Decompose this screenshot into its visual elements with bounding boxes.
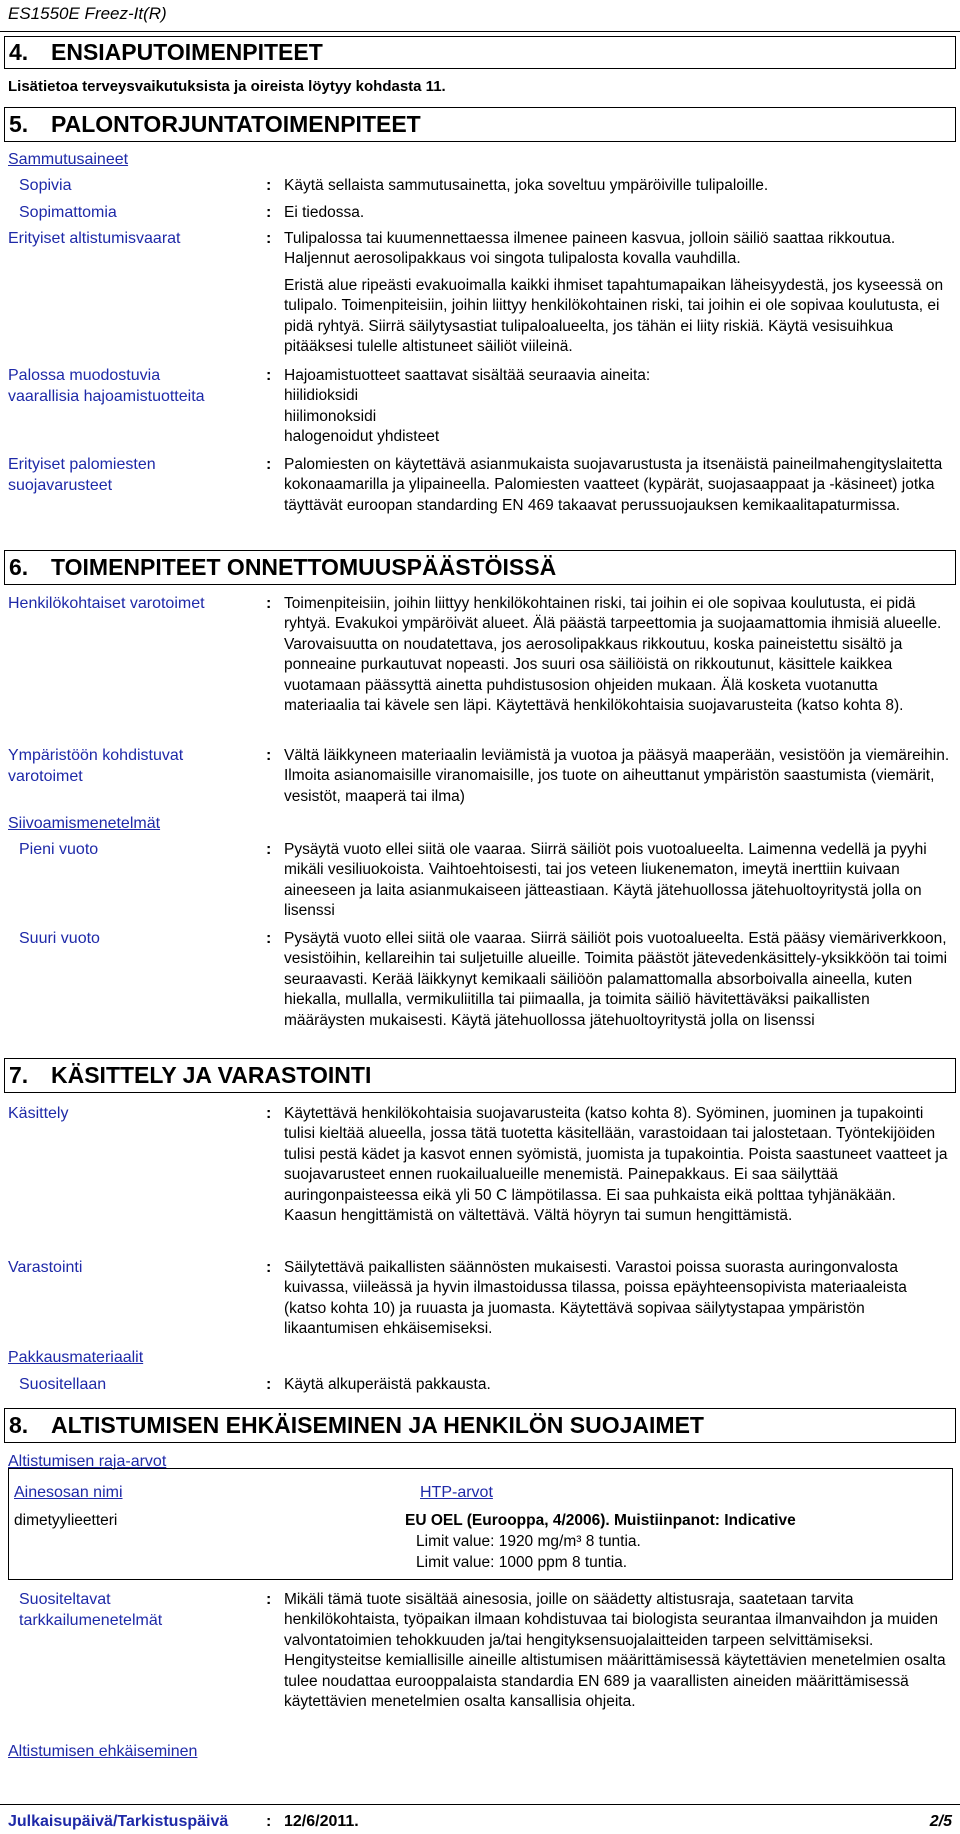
document-title: ES1550E Freez-It(R) (8, 4, 167, 23)
section-number: 4. (9, 39, 29, 65)
decomposition-item: hiilimonoksidi (284, 407, 377, 425)
storage-label: Varastointi (8, 1259, 83, 1276)
monitoring-procedures-value: Mikäli tämä tuote sisältää ainesosia, joille on säädetty altistusraja, saatetaan tarvita henkilökohtaista, työpaikan ilmaan kohdistuvaa tai biologista seurantaa ilmanvaihdon ja muiden valvontatoimien tehokkuuden ja/tai hengityksensuojalaitteiden tarpeen selvittämiseksi. Hengitysteitse kemiallisille aineille altistumisen määrittämisessä käytettävien menetelmien osalta tulee noudattaa eurooppalaista standardia EN 689 ja vaarallisten aineiden määrittämisessä käytettävien menetelmien osalta kansallisia ohjeita. (284, 1591, 946, 1711)
label-line: varotoimet (8, 768, 83, 785)
decomposition-intro: Hajoamistuotteet saattavat sisältää seuraavia aineita: (284, 367, 651, 384)
exposure-limits-table (8, 1468, 953, 1580)
label-line: Ympäristöön kohdistuvat (8, 747, 184, 764)
large-spill-value: Pysäytä vuoto ellei siitä ole vaaraa. Siirrä säiliöt pois vuotoalueelta. Estä pääsy viemäriverkkoon, vesistöihin, kellareihin tai suljetuille alueille. Toimita päästöt jätevedenkäsittely-yksikköön tai toimi seuraavasti. Kerää läikkynyt kemikaali säiliöön palamattomalla absorboivalla aineella, kuten hiekalla, mullalla, vermikuliitilla tai piimaalla, ja toimita säiliö hävitettäväksi paikallisten määräysten mukaisesti. Käytä jätehuollossa jätehuoltoyritystä jolla on lisenssi (284, 930, 948, 1029)
large-spill-label: Suuri vuoto (19, 930, 100, 947)
section-title: TOIMENPITEET ONNETTOMUUSPÄÄSTÖISSÄ (51, 554, 557, 580)
field-colon: : (266, 367, 272, 384)
small-spill-label: Pieni vuoto (19, 841, 99, 858)
page-number: 2/5 (929, 1813, 952, 1830)
exposure-limits-heading: Altistumisen raja-arvot (8, 1453, 167, 1470)
firefighter-equipment-value: Palomiesten on käytettävä asianmukaista suojavarustusta ja itsenäistä paineilmahengityslaitetta kokonaamarilla ja ylipaineella. Palomiesten vaatteet (kypärät, suojasaappaat ja -käsineet) jotka täyttävät euroopan standarding EN 469 takaavat perussuojauksen kemikaalitapaturmissa. (284, 456, 943, 514)
section-title: KÄSITTELY JA VARASTOINTI (51, 1062, 372, 1088)
special-hazards-label: Erityiset altistumisvaarat (8, 230, 181, 247)
exposure-controls-heading: Altistumisen ehkäiseminen (8, 1743, 198, 1760)
section-4-note: Lisätietoa terveysvaikutuksista ja oireista löytyy kohdasta 11. (8, 78, 446, 95)
section-number: 5. (9, 111, 29, 137)
label-line: Erityiset palomiesten (8, 456, 156, 473)
footer-rule (0, 1804, 960, 1805)
recommended-value: Käytä alkuperäistä pakkausta. (284, 1376, 491, 1393)
label-line: suojavarusteet (8, 477, 113, 494)
label-line: vaarallisia hajoamistuotteita (8, 388, 205, 405)
field-colon: : (266, 1376, 272, 1393)
handling-label: Käsittely (8, 1105, 69, 1122)
decomposition-products-label (8, 365, 205, 407)
extinguishing-media-heading: Sammutusaineet (8, 151, 129, 168)
section-number: 6. (9, 554, 29, 580)
field-colon: : (266, 230, 272, 247)
cleanup-methods-heading: Siivoamismenetelmät (8, 815, 161, 832)
field-colon: : (266, 456, 272, 473)
special-hazards-paragraph: Eristä alue ripeästi evakuoimalla kaikki ihmiset tapahtumapaikan läheisyydestä, jos kyseessä on tulipalo. Toimenpiteisiin, joihin liittyy henkilökohtainen riski, tai joihin ei ole sopivaa koulutusta, ei pidä ryhtyä. Siirrä säilytysastiat tulipaloalueelta, jos tähän ei liity riskiä. Käytä vesisuihkua pitääksesi tulelle altistuneet säiliöt viileinä. (284, 276, 944, 356)
field-colon: : (266, 747, 272, 764)
section-number: 8. (9, 1412, 29, 1438)
htp-limit-cell: Limit value: 1000 ppm 8 tuntia. (416, 1554, 628, 1571)
monitoring-procedures-label (19, 1589, 162, 1631)
handling-value: Käytettävä henkilökohtaisia suojavarusteita (katso kohta 8). Syöminen, juominen ja tupakointi tulisi kieltää alueella, jossa tätä tuotetta käsitellään, varastoidaan tai jalostetaan. Työntekijöiden tulisi pestä kädet ja kasvot ennen syömistä, juomista ja tupakointia. Poista saastuneet vaatteet ja suojavarusteet ennen ruokailualueille menemistä. Painepakkaus. Ei saa säilyttää auringonpaisteessa eikä yli 50 C lämpötilassa. Ei saa puhkaista eikä polttaa tyhjänäkään. Kaasun hengittämistä on vältettävä. Vältä höyryn tai sumun hengittämistä. (284, 1105, 948, 1225)
environmental-precautions-label (8, 745, 183, 787)
packaging-materials-heading: Pakkausmateriaalit (8, 1349, 144, 1366)
field-colon: : (266, 1259, 272, 1276)
section-7-header (4, 1058, 956, 1093)
label-line: tarkkailumenetelmät (19, 1612, 163, 1629)
section-8-header (4, 1408, 956, 1443)
field-colon: : (266, 1105, 272, 1122)
decomposition-item: hiilidioksidi (284, 387, 359, 405)
decomposition-products-value (284, 366, 952, 448)
storage-value: Säilytettävä paikallisten säännösten mukaisesti. Varastoi poissa suorasta auringonvalosta kuivassa, viileässä ja hyvin ilmastoidussa tilassa, poissa epäyhteensopivista materiaaleista (katso kohta 10) ja ruuasta ja juomasta. Käytettävä sopivaa säilytystapaa ympäristön likaantumisen ehkäisemiseksi. (284, 1259, 907, 1338)
personal-precautions-value: Toimenpiteisiin, joihin liittyy henkilökohtainen riski, tai joihin ei ole sopivaa koulutusta, ei pidä ryhtyä. Evakukoi ympäröivät alueet. Älä päästä tarpeettomia ja suojaamattomia ihmisiä alueelle. Varovaisuutta on noudatettava, jos aerosolipakkaus rikkoutuu, koska paineistettu sisältö ja ponneaine purkautuvat nopeasti. Jos suuri osa säiliöistä on rikkoutunut, käsittele kaikkea vuotamaan päässyttä ainetta puhdistusosion ohjeiden mukaan. Älä kosketa vuotanutta materiaalia tai kävele sen läpi. Käytettävä henkilökohtaisia suojavarusteita (katso kohta 8). (284, 595, 942, 715)
label-line: Suositeltavat (19, 1591, 111, 1608)
column-header-ingredient: Ainesosan nimi (14, 1484, 123, 1501)
section-title: ALTISTUMISEN EHKÄISEMINEN JA HENKILÖN SUOJAIMET (51, 1412, 704, 1438)
field-colon: : (266, 204, 272, 221)
unsuitable-media-value: Ei tiedossa. (284, 204, 365, 221)
recommended-label: Suositellaan (19, 1376, 107, 1393)
field-colon: : (266, 841, 272, 858)
column-header-htp: HTP-arvot (420, 1484, 493, 1501)
htp-source-cell: EU OEL (Eurooppa, 4/2006). Muistiinpanot: Indicative (405, 1512, 796, 1529)
header-rule (0, 31, 960, 32)
suitable-media-value: Käytä sellaista sammutusainetta, joka soveltuu ympäröiville tulipaloille. (284, 177, 769, 194)
section-number: 7. (9, 1062, 29, 1088)
unsuitable-media-label: Sopimattomia (19, 204, 117, 221)
ingredient-name-cell: dimetyylieetteri (14, 1512, 118, 1529)
decomposition-item: halogenoidut yhdisteet (284, 428, 440, 446)
suitable-media-label: Sopivia (19, 177, 72, 194)
firefighter-equipment-label (8, 454, 156, 496)
special-hazards-paragraph: Tulipalossa tai kuumennettaessa ilmenee paineen kasvua, jolloin säiliö saattaa rikkoutua. Haljennut aerosolipakkaus voi singota tulipalosta kovalla vauhdilla. (284, 230, 896, 268)
footer-date: 12/6/2011. (284, 1813, 359, 1830)
special-hazards-value (284, 229, 952, 357)
htp-limit-cell: Limit value: 1920 mg/m³ 8 tuntia. (416, 1533, 641, 1550)
footer-date-label: Julkaisupäivä/Tarkistuspäivä (8, 1813, 229, 1830)
section-4-header (4, 36, 956, 69)
section-5-header (4, 107, 956, 142)
footer-colon: : (266, 1813, 272, 1830)
section-title: PALONTORJUNTATOIMENPITEET (51, 111, 421, 137)
section-6-header (4, 550, 956, 585)
field-colon: : (266, 930, 272, 947)
section-title: ENSIAPUTOIMENPITEET (51, 39, 323, 65)
label-line: Palossa muodostuvia (8, 367, 161, 384)
small-spill-value: Pysäytä vuoto ellei siitä ole vaaraa. Siirrä säiliöt pois vuotoalueelta. Laimenna vedellä ja pyyhi mikäli vesiliuokoista. Vaihtoehtoisesti, tai jos veteen liukenematon, imeytä inerttiin kuivaan aineeseen ja laita asianmukaiseen jätteastiaan. Käytä jätehuollossa jätehuoltoyritystä jolla on lisenssi (284, 841, 927, 920)
personal-precautions-label: Henkilökohtaiset varotoimet (8, 595, 205, 612)
field-colon: : (266, 595, 272, 612)
field-colon: : (266, 177, 272, 194)
field-colon: : (266, 1591, 272, 1608)
environmental-precautions-value: Vältä läikkyneen materiaalin leviämistä ja vuotoa ja pääsyä maaperään, vesistöön ja viemäreihin. Ilmoita asianomaisille viranomaisille, jos tuote on aiheuttanut ympäristön saastumista (viemärit, vesistöt, maaperä tai ilma) (284, 747, 950, 805)
